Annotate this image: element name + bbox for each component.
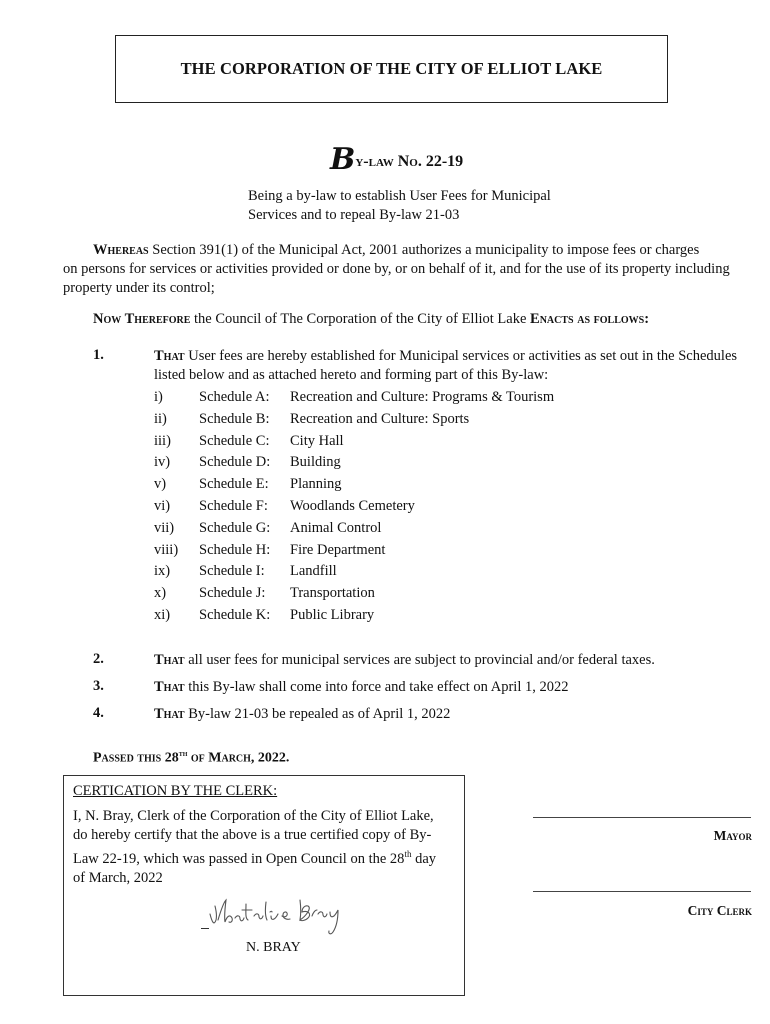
schedule-name: Fire Department: [290, 541, 386, 558]
schedule-name: Recreation and Culture: Sports: [290, 410, 470, 427]
bylaw-title: [330, 142, 463, 177]
item-2-body: all user fees for municipal services are subject to provincial and/or federal taxes.: [184, 652, 655, 668]
schedule-numeral: v): [154, 476, 167, 493]
schedule-list: [0, 389, 770, 629]
schedule-name: Planning: [290, 476, 342, 493]
whereas-lead: Whereas: [93, 242, 149, 258]
schedule-label: Schedule H:: [199, 541, 271, 558]
certification-line-1: I, N. Bray, Clerk of the Corporation of the City of Elliot Lake,: [73, 808, 434, 824]
enacts-as-follows: Enacts as follows:: [530, 311, 650, 327]
whereas-clause: [63, 241, 753, 298]
schedule-label: Schedule A:: [199, 389, 270, 405]
item-3-number: 3.: [93, 678, 104, 694]
list-item: [0, 585, 770, 607]
bylaw-number: . 22-19: [417, 153, 464, 170]
list-item: [0, 433, 770, 455]
passed-date: [93, 749, 289, 767]
schedule-label: Schedule C:: [199, 432, 270, 449]
clerk-printed-name: N. BRAY: [246, 940, 301, 955]
now-therefore-text: the Council of The Corporation of the City of Elliot Lake: [190, 311, 531, 327]
schedule-numeral: iv): [154, 454, 171, 471]
schedule-name: Woodlands Cemetery: [290, 497, 415, 514]
schedule-label: Schedule D:: [199, 454, 271, 471]
certification-heading: CERTICATION BY THE CLERK:: [73, 783, 278, 799]
bylaw-number-prefix: No: [397, 153, 418, 170]
corporation-title: THE CORPORATION OF THE CITY OF ELLIOT LAKE: [180, 59, 603, 78]
item-1-text: [154, 347, 756, 385]
clerk-signature: [202, 894, 362, 936]
schedule-name: Public Library: [290, 606, 375, 623]
certification-line-3b: day: [411, 850, 437, 867]
now-therefore-lead: Now Therefore: [93, 311, 191, 327]
schedule-name: Animal Control: [290, 519, 382, 536]
list-item: [0, 411, 770, 433]
schedule-label: Schedule F:: [199, 497, 268, 514]
list-item: [0, 563, 770, 585]
schedule-numeral: vi): [154, 497, 171, 514]
list-item: [0, 498, 770, 520]
item-2-text: [154, 651, 655, 670]
item-1-lead: That: [154, 348, 185, 364]
list-item: [0, 454, 770, 476]
passed-ordinal: th: [178, 749, 188, 758]
schedule-numeral: iii): [154, 432, 171, 449]
mayor-label: Mayor: [713, 828, 752, 843]
item-4-lead: That: [154, 706, 185, 722]
bylaw-title-initial: B: [330, 142, 356, 177]
schedule-numeral: i): [154, 389, 163, 405]
schedule-name: City Hall: [290, 432, 344, 449]
schedule-numeral: viii): [154, 541, 179, 558]
schedule-numeral: ix): [154, 563, 171, 580]
certification-text: [73, 807, 463, 888]
schedule-label: Schedule J:: [199, 585, 266, 602]
schedule-label: Schedule E:: [199, 476, 269, 493]
schedule-numeral: xi): [154, 606, 171, 623]
item-2-lead: That: [154, 652, 185, 668]
item-4-text: [154, 705, 450, 724]
schedule-name: Recreation and Culture: Programs & Tourism: [290, 389, 555, 405]
certification-line-2: do hereby certify that the above is a true certified copy of By-: [73, 827, 432, 843]
certification-line-3a: Law 22-19, which was passed in Open Council on the 28: [73, 850, 405, 867]
list-item: [0, 476, 770, 498]
certification-line-3: [73, 845, 463, 869]
schedule-name: Landfill: [290, 563, 337, 580]
clerk-signature-line: [533, 891, 751, 892]
schedule-name: Transportation: [290, 585, 375, 602]
schedule-label: Schedule G:: [199, 519, 271, 536]
list-item: [0, 389, 770, 411]
list-item: [0, 607, 770, 629]
certification-line-4: of March, 2022: [73, 869, 163, 886]
clerk-certification-box: [63, 775, 465, 996]
schedule-label: Schedule B:: [199, 410, 270, 427]
certification-ordinal: th: [404, 849, 412, 859]
corporation-header: [115, 35, 668, 103]
item-4-number: 4.: [93, 705, 104, 721]
bylaw-subtitle-line-1: Being a by-law to establish User Fees for Municipal: [248, 188, 551, 204]
enacting-clause: [93, 311, 649, 328]
schedule-numeral: ii): [154, 410, 167, 427]
schedule-name: Building: [290, 454, 341, 471]
item-3-text: [154, 678, 569, 697]
whereas-text-line-1: Section 391(1) of the Municipal Act, 2001 authorizes a municipality to impose fees or charges: [152, 242, 700, 258]
signature-dash: [201, 928, 209, 929]
item-4-body: By-law 21-03 be repealed as of April 1, 2022: [184, 706, 451, 722]
passed-prefix: Passed this 28: [93, 750, 179, 766]
list-item: [0, 542, 770, 564]
item-1-number: 1.: [93, 347, 104, 363]
item-2-number: 2.: [93, 651, 104, 667]
city-clerk-label: City Clerk: [687, 903, 752, 918]
whereas-text-rest: on persons for services or activities provided or done by, or on behalf of it, and for the use of its property including property under its control;: [63, 261, 730, 296]
schedule-label: Schedule I:: [199, 563, 265, 580]
schedule-numeral: x): [154, 585, 167, 602]
schedule-numeral: vii): [154, 519, 175, 536]
item-1-body: User fees are hereby established for Municipal services or activities as set out in the Schedules listed below and as attached hereto and forming part of this By-law:: [154, 348, 738, 383]
mayor-signature-line: [533, 817, 751, 818]
item-3-lead: That: [154, 679, 185, 695]
list-item: [0, 520, 770, 542]
bylaw-title-word: y-law: [355, 153, 398, 170]
bylaw-subtitle-line-2: Services and to repeal By-law 21-03: [248, 207, 460, 223]
item-3-body: this By-law shall come into force and take effect on April 1, 2022: [184, 679, 569, 695]
passed-suffix: of March, 2022.: [187, 750, 290, 766]
schedule-label: Schedule K:: [199, 606, 271, 623]
bylaw-subtitle: [248, 187, 551, 225]
